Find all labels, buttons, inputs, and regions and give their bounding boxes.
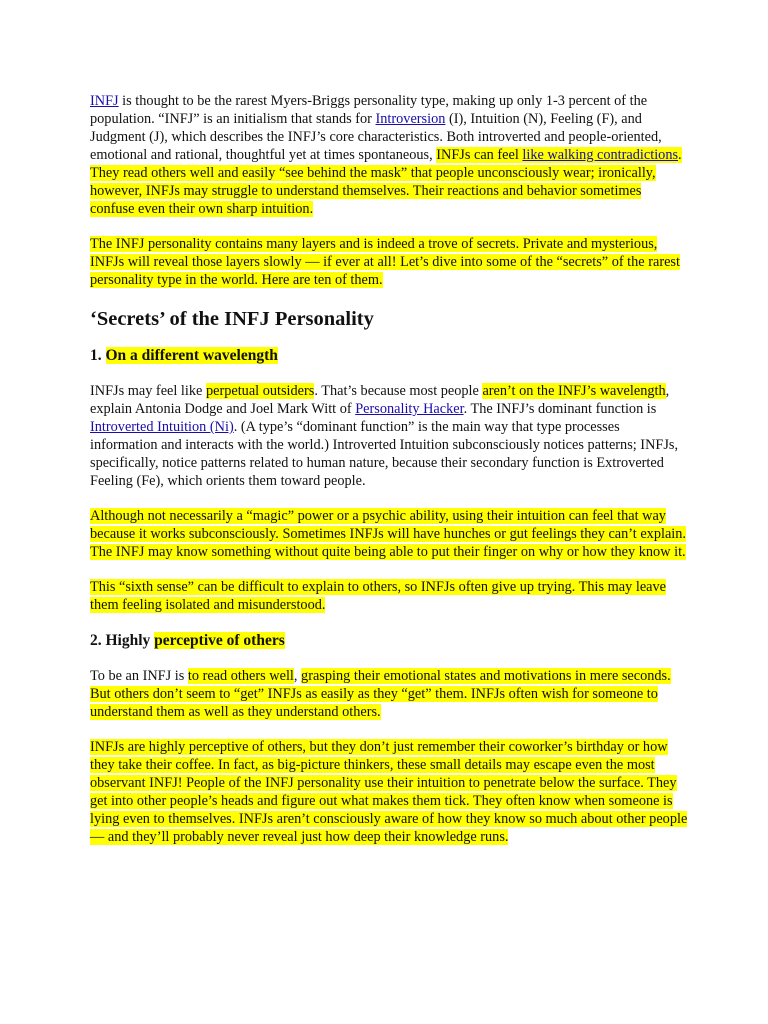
paragraph — [90, 382, 688, 490]
text-run: , explain Antonia Dodge and Joel Mark Witt of — [90, 383, 670, 417]
section-heading — [90, 306, 688, 332]
text-run: . That’s because most people — [314, 383, 483, 399]
highlighted-text: INFJs are highly perceptive of others, but they don’t just remember their coworker’s birthday or how they take their coffee. In fact, as big-picture thinkers, these small details may escape even the most observant INFJ! People of the INFJ personality use their intuition to penetrate below the surface. They get into other people’s heads and figure out what makes them tick. They often know when someone is lying even to themselves. INFJs aren’t consciously aware of how they know so much about other people — and they’ll probably never reveal just how deep their knowledge runs. — [90, 739, 688, 845]
highlighted-text: This “sixth sense” can be difficult to explain to others, so INFJs often give up trying. This may leave them feeling isolated and misunderstood. — [90, 579, 667, 613]
paragraph — [90, 738, 688, 846]
text-run: ‘Secrets’ of the INFJ Personality — [90, 308, 374, 330]
inline-link[interactable]: Personality Hacker — [355, 401, 464, 417]
article-body — [90, 92, 688, 863]
highlighted-text: to read others well — [187, 668, 294, 684]
text-run: To be an INFJ is — [90, 668, 188, 684]
highlighted-text: perpetual outsiders — [205, 383, 315, 399]
highlighted-text: INFJs can feel — [436, 147, 523, 163]
highlighted-text: On a different wavelength — [105, 347, 278, 364]
inline-link[interactable]: INFJ — [90, 93, 119, 109]
inline-link[interactable]: Introverted Intuition (Ni) — [90, 419, 234, 435]
text-run: . (A type’s “dominant function” is the main way that type processes information and interacts with the world.) Introverted Intuition subconsciously notices patterns; INFJs, specifically, notice patterns related to human nature, because their secondary function is Extroverted Feeling (Fe), which orients them toward people. — [90, 419, 679, 489]
text-run: is thought to be the rarest Myers-Briggs personality type, making up only 1-3 percent of the population. “INFJ” is an initialism that stands for — [90, 93, 648, 127]
paragraph — [90, 578, 688, 614]
text-run: 1. — [90, 347, 106, 364]
subsection-heading — [90, 346, 688, 366]
highlighted-text: Although not necessarily a “magic” power or a psychic ability, using their intuition can feel that way because it works subconsciously. Sometimes INFJs will have hunches or gut feelings they can’t explain. The INFJ may know something without quite being able to put their finger on why or how they know it. — [90, 508, 686, 560]
paragraph — [90, 667, 688, 721]
text-run: INFJs may feel like — [90, 383, 206, 399]
text-run: , — [293, 668, 302, 684]
highlighted-text: . They read others well and easily “see behind the mask” that people unconsciously wear; ironically, however, INFJs may struggle to understand themselves. Their reactions and behavior sometimes confuse even their own sharp intuition. — [90, 147, 682, 217]
text-run: 2. Highly — [90, 632, 155, 649]
paragraph — [90, 235, 688, 289]
highlighted-text: grasping their emotional states and motivations in mere seconds. But others don’t seem to “get” INFJs as easily as they “get” them. INFJs often wish for someone to understand them as well as they understand others. — [90, 668, 671, 720]
subsection-heading — [90, 631, 688, 651]
text-run: . The INFJ’s dominant function is — [463, 401, 657, 417]
paragraph — [90, 507, 688, 561]
paragraph — [90, 92, 688, 218]
inline-link[interactable]: Introversion — [375, 111, 446, 127]
highlighted-text: aren’t on the INFJ’s wavelength — [482, 383, 666, 399]
text-run: (I), Intuition (N), Feeling (F), and Judgment (J), which describes the INFJ’s core characteristics. Both introverted and people-oriented, emotional and rational, thoughtful yet at times spontaneous, — [90, 111, 662, 163]
inline-link[interactable]: like walking contradictions — [522, 147, 679, 163]
highlighted-text: perceptive of others — [154, 632, 285, 649]
highlighted-text: The INFJ personality contains many layers and is indeed a trove of secrets. Private and mysterious, INFJs will reveal those layers slowly — if ever at all! Let’s dive into some of the “secrets” of the rarest personality type in the world. Here are ten of them. — [90, 236, 680, 288]
